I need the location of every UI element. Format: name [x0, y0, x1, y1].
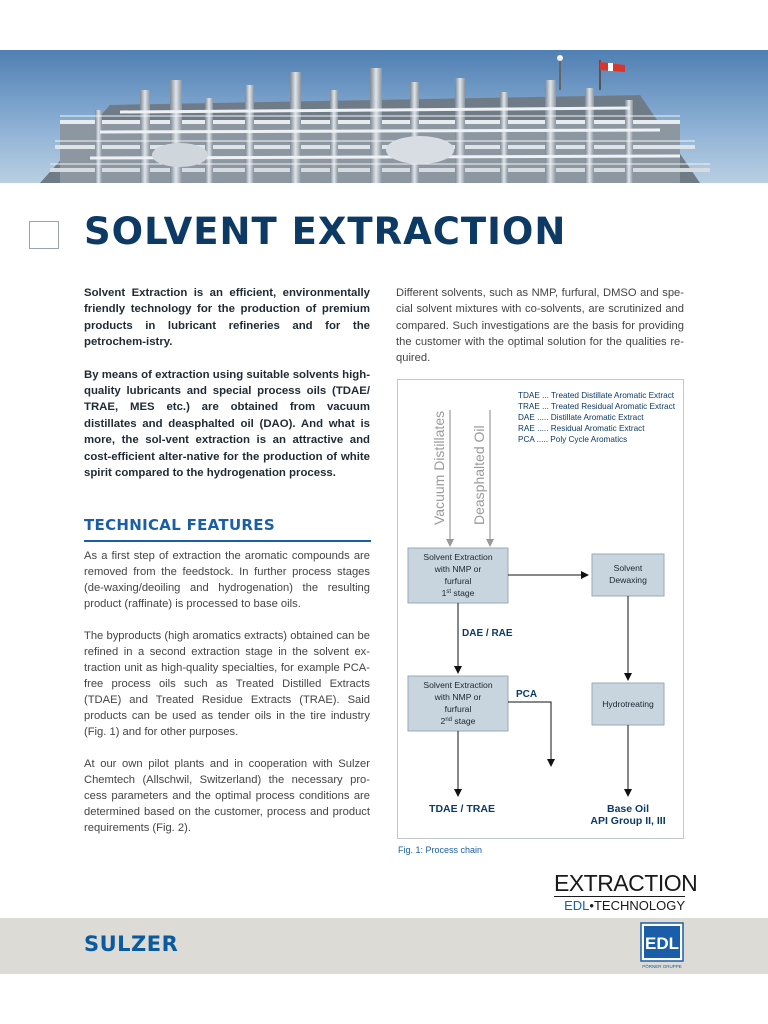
figure-caption: Fig. 1: Process chain [398, 845, 483, 855]
page-title: SOLVENT EXTRACTION [84, 210, 567, 253]
extraction-brand [554, 870, 698, 913]
brand-rule [554, 896, 685, 897]
edl-logo [640, 922, 684, 970]
box-text: with NMP or [434, 564, 482, 574]
brand-edl: EDL [564, 898, 590, 913]
feed-label-deasphalted-oil: Deasphalted Oil [471, 425, 487, 525]
box-text: 2nd stage [440, 716, 476, 726]
body-paragraph: As a first step of extraction the aromatic compounds are removed from the feedstock. In further process stages (de-waxing/deoiling and hydrogenation) the resulting product (raffinate) is processed to base oils. [84, 550, 370, 611]
box-text: Solvent [613, 563, 643, 573]
flow-label-dae-rae: DAE / RAE [462, 628, 513, 639]
legend-item: PCA ..... Poly Cycle Aromatics [518, 435, 628, 444]
box-text: furfural [444, 704, 472, 714]
hero-refinery-image [0, 50, 768, 183]
output-base-oil: Base Oil [606, 803, 650, 815]
box-text: Solvent Extraction [423, 552, 493, 562]
flow-label-pca: PCA [516, 689, 538, 700]
box-text: with NMP or [434, 692, 482, 702]
box-text: Dewaxing [609, 575, 647, 585]
sulzer-logo: SULZER [84, 932, 179, 956]
intro-paragraph: By means of extraction using suitable solvents high-quality lubricants and special process oils (TDAE/ TRAE, MES etc.) are obtained from vacuum distillates and deasphalted oil (DAO). And what is more, the sol-vent extraction is an attractive and cost-efficient alter-native for the production of white spirit compared to the hydrogenation process. [84, 368, 370, 480]
legend-item: RAE ..... Residual Aromatic Extract [518, 424, 645, 433]
edl-logo-subtext: PÖRNER GRUPPE [642, 964, 682, 969]
box-text: 1st stage [441, 588, 475, 598]
body-paragraph: Different solvents, such as NMP, furfural, DMSO and spe-cial solvent mixtures with co-solvents, are scrutinized and compared. Such investigations are the basis for providing the customer with the optimal solution for the qualities re-quired. [396, 287, 684, 365]
intro-text [84, 285, 370, 497]
section-divider [84, 540, 371, 542]
legend-item: TRAE ... Treated Residual Aromatic Extract [518, 402, 675, 411]
technical-features-text [84, 548, 370, 852]
flow-arrow-pca [508, 702, 551, 766]
legend-item: TDAE ... Treated Distillate Aromatic Extract [518, 391, 675, 400]
box-text: Hydrotreating [602, 699, 654, 709]
right-column-text [396, 285, 684, 366]
box-text: Solvent Extraction [423, 680, 493, 690]
brand-subtitle [554, 898, 685, 913]
feed-label-vacuum-distillates: Vacuum Distillates [431, 410, 447, 525]
brand-title: EXTRACTION [554, 870, 698, 896]
body-paragraph: At our own pilot plants and in cooperation with Sulzer Chemtech (Allschwil, Switzerland) the necessary pro-cess parameters and the optimal process conditions are determined based on the customer, process and product requirements (Fig. 2). [84, 758, 370, 835]
body-paragraph: The byproducts (high aromatics extracts) obtained can be refined in a second extraction stage in the solvent ex-traction unit as high-quality specialties, for example PCA-free process oils such as Treated Distilled Extracts (TDAE) and Treated Residue Extracts (TRAE). Said products can be used as tender oils in the tire industry (Fig. 1) and for other purposes. [84, 629, 370, 739]
brand-dot: • [589, 898, 594, 913]
box-text: furfural [444, 576, 472, 586]
intro-paragraph: Solvent Extraction is an efficient, environmentally friendly technology for the production of premium products in lubricant refineries and for the petrochem-istry. [84, 287, 370, 349]
title-marker-box [29, 221, 59, 249]
output-api-group: API Group II, III [590, 815, 666, 827]
brand-technology: TECHNOLOGY [593, 898, 685, 913]
legend-item: DAE ..... Distillate Aromatic Extract [518, 413, 644, 422]
output-tdae-trae: TDAE / TRAE [429, 803, 495, 815]
process-chain-figure [397, 379, 684, 839]
section-heading-technical-features: TECHNICAL FEATURES [84, 516, 275, 534]
edl-logo-text: EDL [645, 934, 679, 953]
